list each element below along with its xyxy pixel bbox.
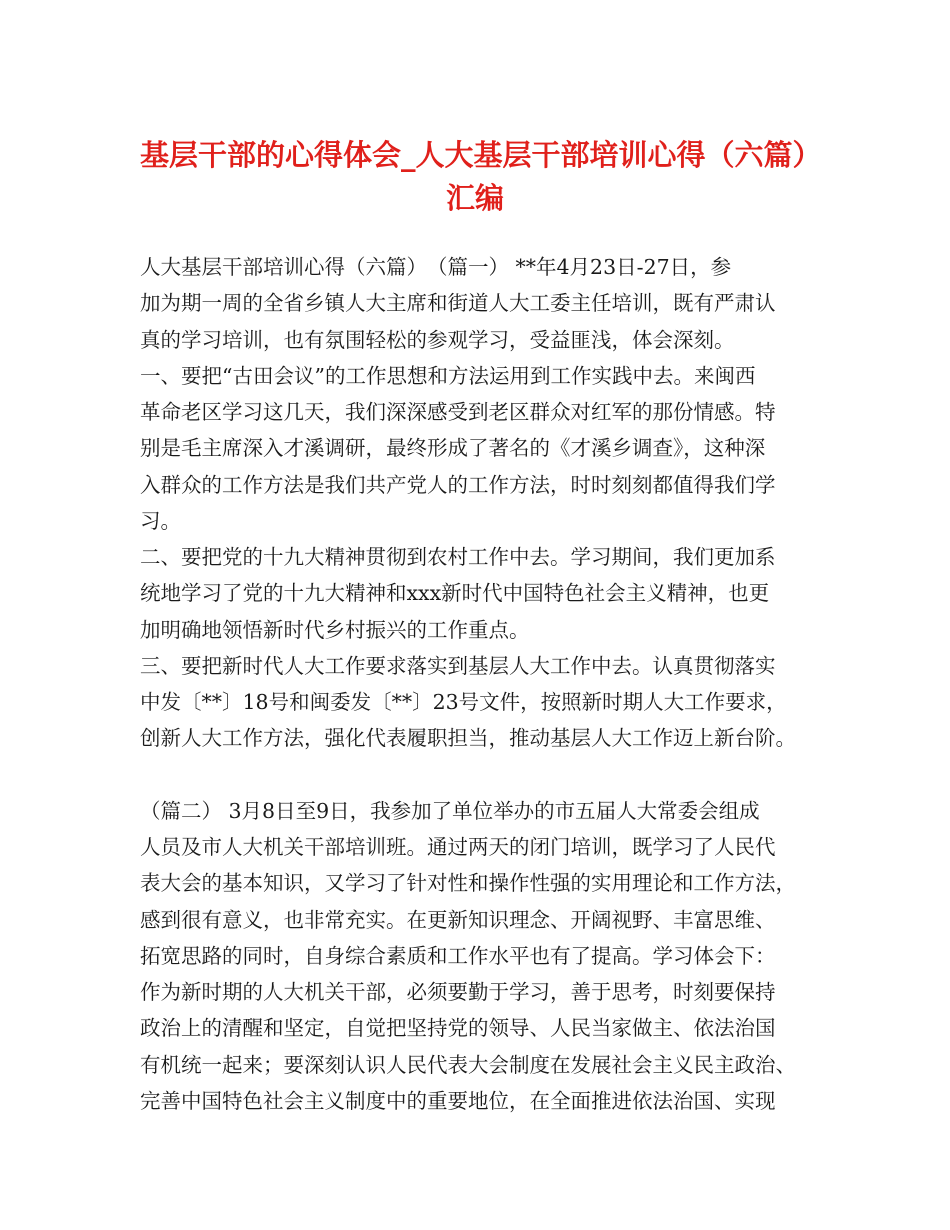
paragraph-line: 表大会的基本知识，又学习了针对性和操作性强的实用理论和工作方法，	[140, 871, 796, 896]
paragraph-line: 习。	[140, 508, 181, 533]
paragraph-line: 二、要把党的十九大精神贯彻到农村工作中去。学习期间，我们更加系	[140, 545, 776, 569]
paragraph-line: 别是毛主席深入才溪调研，最终形成了著名的《才溪乡调查》，这种深	[140, 436, 766, 461]
paragraph-line: 中发〔**〕18号和闽委发〔**〕23号文件，按照新时期人大工作要求，	[140, 690, 787, 714]
paragraph-line: 入群众的工作方法是我们共产党人的工作方法，时时刻刻都值得我们学	[140, 472, 776, 497]
paragraph-line: 感到很有意义，也非常充实。在更新知识理念、开阔视野、丰富思维、	[140, 907, 776, 932]
document-body	[140, 249, 830, 1119]
paragraph-line: 有机统一起来；要深刻认识人民代表大会制度在发展社会主义民主政治、	[140, 1052, 796, 1077]
paragraph-line: 一、要把“古田会议”的工作思想和方法运用到工作实践中去。来闽西	[140, 363, 756, 388]
paragraph-line: 创新人大工作方法，强化代表履职担当，推动基层人大工作迈上新台阶。	[140, 726, 796, 751]
paragraph-line: 拓宽思路的同时，自身综合素质和工作水平也有了提高。学习体会下：	[140, 943, 776, 968]
paragraph-line: 加明确地领悟新时代乡村振兴的工作重点。	[140, 617, 530, 642]
paragraph-line: 政治上的清醒和坚定，自觉把坚持党的领导、人民当家做主、依法治国	[140, 1016, 776, 1041]
paragraph-line: （篇二） 3月8日至9日，我参加了单位举办的市五届人大常委会组成	[140, 798, 760, 823]
paragraph-line: 革命老区学习这几天，我们深深感受到老区群众对红军的那份情感。特	[140, 400, 776, 424]
paragraph-line: 作为新时期的人大机关干部，必须要勤于学习，善于思考，时刻要保持	[140, 980, 776, 1004]
paragraph-line: 完善中国特色社会主义制度中的重要地位，在全面推进依法治国、实现	[140, 1088, 776, 1113]
document-title-line-2: 汇编	[445, 181, 504, 215]
section-gap	[140, 757, 830, 793]
paragraph-line: 加为期一周的全省乡镇人大主席和街道人大工委主任培训，既有严肃认	[140, 291, 776, 316]
section-two	[140, 793, 830, 1119]
paragraph-line: 人员及市人大机关干部培训班。通过两天的闭门培训，既学习了人民代	[140, 835, 776, 859]
paragraph-line: 三、要把新时代人大工作要求落实到基层人大工作中去。认真贯彻落实	[140, 653, 776, 678]
paragraph-line: 真的学习培训，也有氛围轻松的参观学习，受益匪浅，体会深刻。	[140, 327, 735, 352]
paragraph-line: 统地学习了党的十九大精神和xxx新时代中国特色社会主义精神，也更	[140, 581, 770, 606]
section-one	[140, 249, 830, 757]
document-title-line-1: 基层干部的心得体会_人大基层干部培训心得（六篇）	[140, 138, 822, 172]
paragraph-line: 人大基层干部培训心得（六篇） （篇一） **年4月23日-27日，参	[140, 255, 732, 279]
